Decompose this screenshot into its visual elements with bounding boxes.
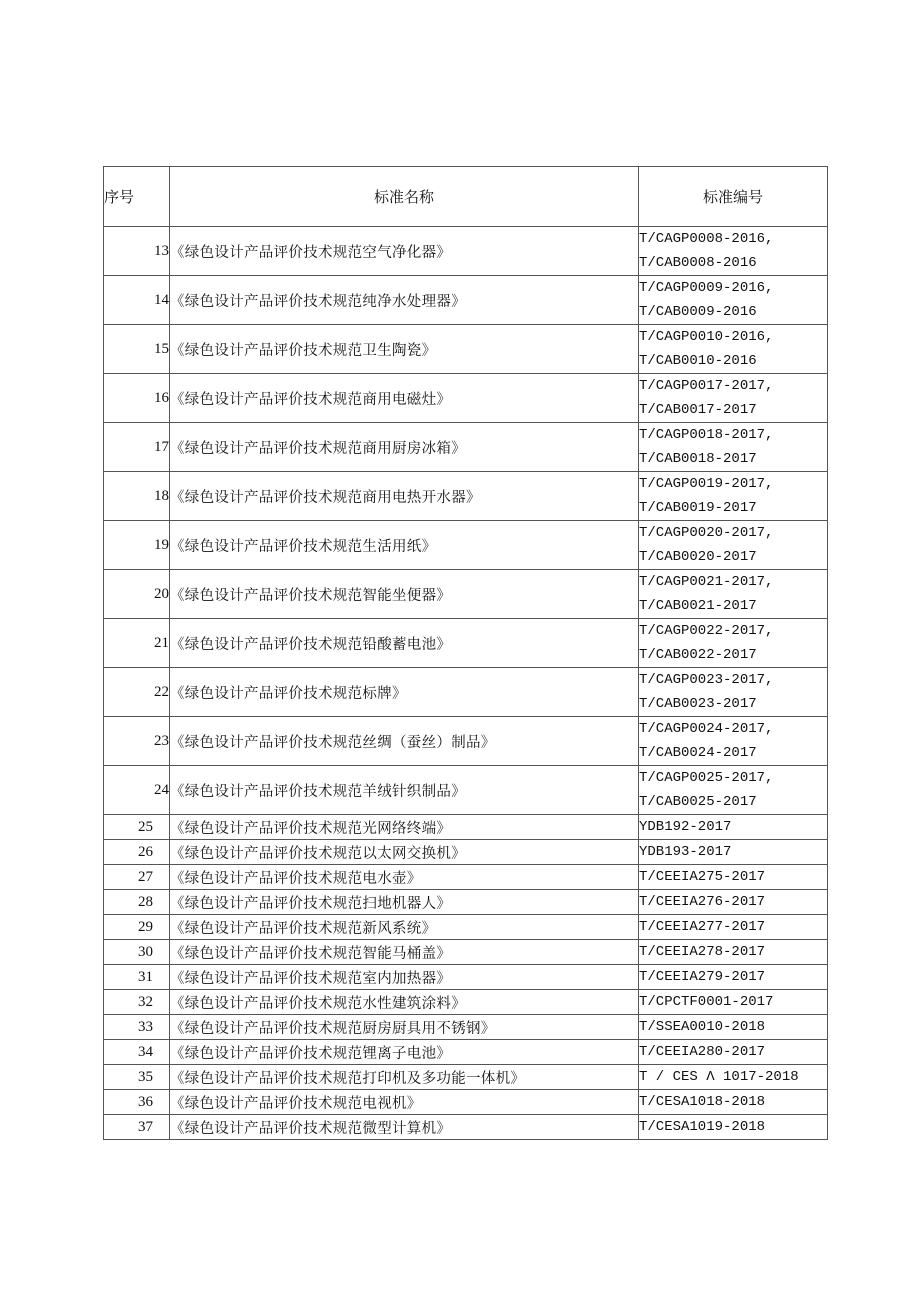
- standard-code: T/CAGP0024-2017, T/CAB0024-2017: [639, 717, 828, 766]
- standard-code: T/CAGP0022-2017, T/CAB0022-2017: [639, 619, 828, 668]
- standards-table: [103, 166, 828, 1140]
- table-row: [104, 472, 828, 521]
- row-number: 37: [104, 1115, 170, 1140]
- standard-name: 《绿色设计产品评价技术规范微型计算机》: [170, 1115, 639, 1140]
- row-number: 29: [104, 915, 170, 940]
- row-number: 21: [104, 619, 170, 668]
- standard-name: 《绿色设计产品评价技术规范电视机》: [170, 1090, 639, 1115]
- standard-name: 《绿色设计产品评价技术规范智能马桶盖》: [170, 940, 639, 965]
- standard-code: T/CAGP0019-2017, T/CAB0019-2017: [639, 472, 828, 521]
- row-number: 30: [104, 940, 170, 965]
- standard-code: T/CAGP0010-2016, T/CAB0010-2016: [639, 325, 828, 374]
- table-row: [104, 865, 828, 890]
- table-row: [104, 1040, 828, 1065]
- standard-code: T/CAGP0021-2017, T/CAB0021-2017: [639, 570, 828, 619]
- row-number: 16: [104, 374, 170, 423]
- standard-name: 《绿色设计产品评价技术规范厨房厨具用不锈钢》: [170, 1015, 639, 1040]
- table-row: [104, 423, 828, 472]
- row-number: 14: [104, 276, 170, 325]
- standard-code: YDB193-2017: [639, 840, 828, 865]
- standard-name: 《绿色设计产品评价技术规范室内加热器》: [170, 965, 639, 990]
- table-row: [104, 325, 828, 374]
- table-row: [104, 521, 828, 570]
- row-number: 17: [104, 423, 170, 472]
- header-standard-name: 标准名称: [170, 167, 639, 227]
- row-number: 13: [104, 227, 170, 276]
- standard-name: 《绿色设计产品评价技术规范扫地机器人》: [170, 890, 639, 915]
- standard-code: T/CEEIA279-2017: [639, 965, 828, 990]
- standard-code: T/CEEIA277-2017: [639, 915, 828, 940]
- table-row: [104, 227, 828, 276]
- row-number: 20: [104, 570, 170, 619]
- standard-name: 《绿色设计产品评价技术规范商用电磁灶》: [170, 374, 639, 423]
- standard-code: T/CAGP0018-2017, T/CAB0018-2017: [639, 423, 828, 472]
- row-number: 34: [104, 1040, 170, 1065]
- table-row: [104, 940, 828, 965]
- table-header-row: [104, 167, 828, 227]
- standard-name: 《绿色设计产品评价技术规范丝绸（蚕丝）制品》: [170, 717, 639, 766]
- row-number: 15: [104, 325, 170, 374]
- table-row: [104, 1115, 828, 1140]
- standard-code: YDB192-2017: [639, 815, 828, 840]
- standard-code: T/CEEIA278-2017: [639, 940, 828, 965]
- row-number: 33: [104, 1015, 170, 1040]
- table-row: [104, 915, 828, 940]
- table-row: [104, 570, 828, 619]
- standard-name: 《绿色设计产品评价技术规范羊绒针织制品》: [170, 766, 639, 815]
- table-row: [104, 1090, 828, 1115]
- standard-name: 《绿色设计产品评价技术规范水性建筑涂料》: [170, 990, 639, 1015]
- table-row: [104, 276, 828, 325]
- row-number: 36: [104, 1090, 170, 1115]
- row-number: 25: [104, 815, 170, 840]
- standard-code: T/CAGP0017-2017, T/CAB0017-2017: [639, 374, 828, 423]
- standard-code: T/CESA1019-2018: [639, 1115, 828, 1140]
- standard-name: 《绿色设计产品评价技术规范以太网交换机》: [170, 840, 639, 865]
- row-number: 19: [104, 521, 170, 570]
- standard-code: T/CPCTF0001-2017: [639, 990, 828, 1015]
- table-row: [104, 766, 828, 815]
- standard-name: 《绿色设计产品评价技术规范新风系统》: [170, 915, 639, 940]
- standard-name: 《绿色设计产品评价技术规范电水壶》: [170, 865, 639, 890]
- standard-name: 《绿色设计产品评价技术规范商用电热开水器》: [170, 472, 639, 521]
- row-number: 23: [104, 717, 170, 766]
- standard-code: T/CAGP0023-2017, T/CAB0023-2017: [639, 668, 828, 717]
- standard-name: 《绿色设计产品评价技术规范纯净水处理器》: [170, 276, 639, 325]
- row-number: 18: [104, 472, 170, 521]
- standard-name: 《绿色设计产品评价技术规范标牌》: [170, 668, 639, 717]
- standard-name: 《绿色设计产品评价技术规范生活用纸》: [170, 521, 639, 570]
- header-standard-code: 标准编号: [639, 167, 828, 227]
- standard-name: 《绿色设计产品评价技术规范打印机及多功能一体机》: [170, 1065, 639, 1090]
- row-number: 22: [104, 668, 170, 717]
- table-row: [104, 717, 828, 766]
- standard-name: 《绿色设计产品评价技术规范智能坐便器》: [170, 570, 639, 619]
- standard-code: T/CAGP0020-2017, T/CAB0020-2017: [639, 521, 828, 570]
- standard-name: 《绿色设计产品评价技术规范铅酸蓄电池》: [170, 619, 639, 668]
- table-row: [104, 965, 828, 990]
- row-number: 26: [104, 840, 170, 865]
- standard-code: T/CAGP0008-2016, T/CAB0008-2016: [639, 227, 828, 276]
- standard-code: T/CEEIA280-2017: [639, 1040, 828, 1065]
- row-number: 28: [104, 890, 170, 915]
- standard-name: 《绿色设计产品评价技术规范商用厨房冰箱》: [170, 423, 639, 472]
- row-number: 35: [104, 1065, 170, 1090]
- table-row: [104, 1015, 828, 1040]
- standard-name: 《绿色设计产品评价技术规范卫生陶瓷》: [170, 325, 639, 374]
- standard-code: T/CEEIA275-2017: [639, 865, 828, 890]
- standard-name: 《绿色设计产品评价技术规范空气净化器》: [170, 227, 639, 276]
- table-row: [104, 374, 828, 423]
- table-row: [104, 668, 828, 717]
- row-number: 27: [104, 865, 170, 890]
- standard-name: 《绿色设计产品评价技术规范光网络终端》: [170, 815, 639, 840]
- table-row: [104, 815, 828, 840]
- row-number: 32: [104, 990, 170, 1015]
- standard-code: T/SSEA0010-2018: [639, 1015, 828, 1040]
- row-number: 24: [104, 766, 170, 815]
- standard-code: T/CAGP0009-2016, T/CAB0009-2016: [639, 276, 828, 325]
- standard-code: T/CEEIA276-2017: [639, 890, 828, 915]
- table-row: [104, 840, 828, 865]
- table-row: [104, 619, 828, 668]
- standard-code: T / CES Λ 1017-2018: [639, 1065, 828, 1090]
- standard-code: T/CESA1018-2018: [639, 1090, 828, 1115]
- table-row: [104, 990, 828, 1015]
- row-number: 31: [104, 965, 170, 990]
- header-serial-number: 序号: [104, 167, 170, 227]
- table-row: [104, 1065, 828, 1090]
- table-row: [104, 890, 828, 915]
- standard-code: T/CAGP0025-2017, T/CAB0025-2017: [639, 766, 828, 815]
- standard-name: 《绿色设计产品评价技术规范锂离子电池》: [170, 1040, 639, 1065]
- table-body: [104, 227, 828, 1140]
